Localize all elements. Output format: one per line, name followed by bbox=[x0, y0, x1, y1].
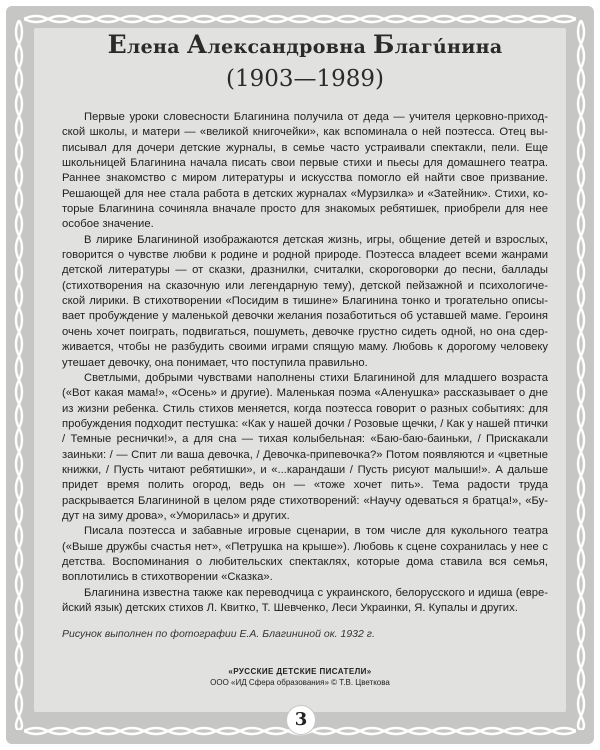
paragraph: В лирике Благининой изображаются детская жизнь, игры, общение детей и взрослых, говорится о чувстве любви к родине и родной природе. Поэтесса владеет всеми жанрами детской литературы — от сказки, дразнилки, считалки, скороговорки до песни, баллады (стихотворения на сказочную или легендарную тему), детской пейзажной и психологической лирики. В стихотворении «Посидим в тишине» Благинина тонко и трогательно описывает пробуждение у маленькой девочки желания позаботиться об уставшей маме. Героиня очень хочет поиграть, подвигаться, пошуметь, девочке грустно сидеть одной, но она сдерживается, чтобы не разбудить своими играми спящую маму. Любовь к дорогому человеку утешает девочку, она понимает, что поступила правильно. bbox=[62, 233, 548, 369]
ornament-band-left bbox=[12, 20, 26, 730]
page-footer bbox=[0, 666, 600, 688]
article bbox=[62, 30, 548, 640]
publisher-credit: ООО «ИД Сфера образования» © Т.В. Цветкова bbox=[210, 678, 390, 687]
ornament-band-top bbox=[24, 12, 576, 26]
life-years: (1903—1989) bbox=[225, 66, 384, 92]
paragraph: Светлыми, добрыми чувствами наполнены стихи Благининой для младшего возраста («Вот какая мама!», «Осень» и другие). Маленькая поэма «Аленушка» рассказывает о дне из жизни ребенка. Стиль стихов меняется, когда поэтесса говорит о разных событиях: для пробуждения подходит пестушка: «Как у нашей дочки / Розовые щечки, / Как у нашей птички / Темные реснички!», а для сна — тихая колыбельная: «Баю-баю-баиньки, / Прискакали заиньки: / — Спит ли ваша девочка, / Девочка-припевочка?» Потом появляются и «цветные книжки, / Пусть читают ребятишки», и «...карандаши / Пусть рисуют малыши!». А дальше придет время полить огород, ведь он — «тоже хочет пить». Тема радости труда раскрывается Благининой в целом ряде стихотворений: «Научу одеваться я братца!», «Будут на зиму дрова», «Уморилась» и других. bbox=[62, 371, 548, 522]
series-title: «РУССКИЕ ДЕТСКИЕ ПИСАТЕЛИ» bbox=[228, 667, 372, 676]
illustration-caption: Рисунок выполнен по фотографии Е.А. Благининой ок. 1932 г. bbox=[62, 628, 375, 641]
paragraph: Писала поэтесса и забавные игровые сценарии, в том числе для кукольного театра («Выше дружбы счастья нет», «Петрушка на крыше»). Любовь к сцене сохранилась у нее с детства. Воспоминания о любительских спектаклях, которые дома ставила вся семья, воплотились в стихотворении «Сказка». bbox=[62, 525, 548, 584]
ornament-band-right bbox=[574, 20, 588, 730]
page-title: Елена Александровна Благúнина bbox=[107, 30, 503, 59]
paragraph: Первые уроки словесности Благинина получила от деда — учителя церковно-приходской школы, и матери — «великой книгочейки», как вспоминала о ней поэтесса. Отец выписывал для дочери детские журналы, в семье часто устраивали спектакли, пели. Еще школьницей Благинина начала писать свои первые стихи и пьесы для домашнего театра. Раннее знакомство с миром литературы и искусства помогло ей найти свое призвание. Решающей для нее стала работа в детских журналах «Мурзилка» и «Затейник». Стихи, которые Благинина сочиняла вначале просто для знакомых ребятишек, приобрели для нее особое значение. bbox=[62, 111, 548, 231]
page-number: 3 bbox=[286, 705, 316, 735]
paragraph: Благинина известна также как переводчица с украинского, белорусского и идиша (еврейский язык) детских стихов Л. Квитко, Т. Шевченко, Леси Украинки, Я. Купалы и других. bbox=[62, 586, 548, 614]
body-text bbox=[62, 110, 548, 616]
